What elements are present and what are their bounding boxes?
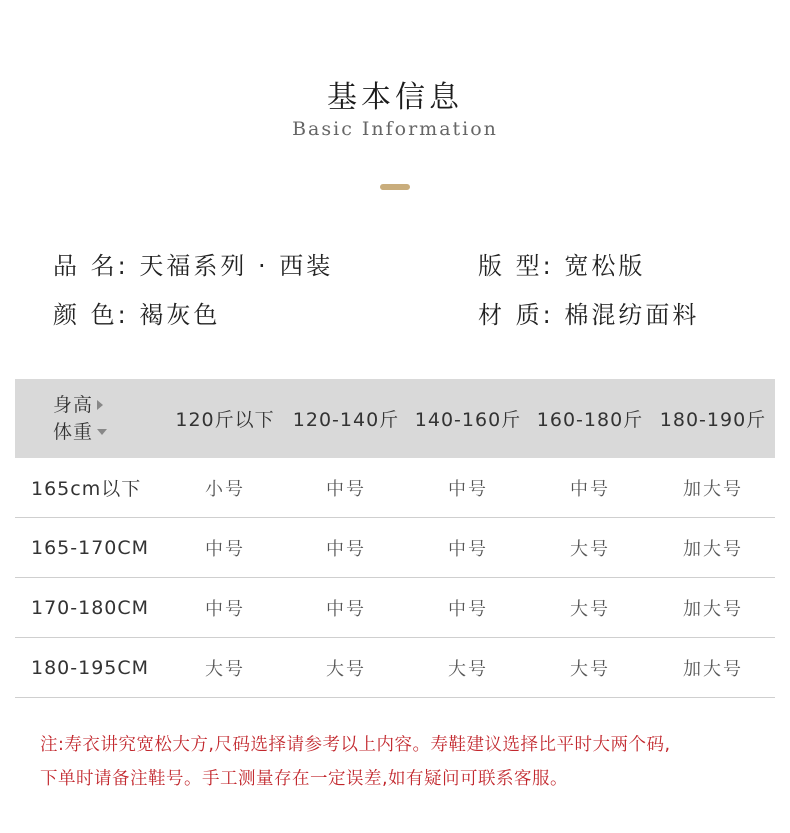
row-height-label: 165cm以下 — [15, 458, 165, 518]
size-cell: 加大号 — [651, 578, 775, 638]
info-color-key: 颜 色: — [53, 301, 129, 329]
row-height-label: 180-195CM — [15, 638, 165, 698]
size-cell: 大号 — [165, 638, 285, 698]
column-header: 140-160斤 — [407, 379, 529, 458]
sizing-note-line-1: 注:寿衣讲究宽松大方,尺码选择请参考以上内容。寿鞋建议选择比平时大两个码, — [40, 735, 671, 755]
info-fit-value: 宽松版 — [564, 252, 646, 280]
size-cell: 中号 — [529, 458, 651, 518]
info-color-value: 褐灰色 — [139, 301, 221, 329]
info-fit — [478, 246, 645, 281]
column-header: 180-190斤 — [651, 379, 775, 458]
size-cell: 小号 — [165, 458, 285, 518]
size-cell: 加大号 — [651, 638, 775, 698]
size-cell: 大号 — [285, 638, 407, 698]
info-material-key: 材 质: — [478, 301, 554, 329]
size-cell: 中号 — [285, 458, 407, 518]
size-cell: 中号 — [407, 578, 529, 638]
info-material-value: 棉混纺面料 — [564, 301, 700, 329]
table-row — [15, 458, 775, 518]
info-fit-key: 版 型: — [478, 252, 554, 280]
size-cell: 中号 — [165, 518, 285, 578]
row-height-label: 170-180CM — [15, 578, 165, 638]
column-header: 120-140斤 — [285, 379, 407, 458]
info-material — [478, 295, 699, 330]
sizing-note — [40, 728, 760, 796]
column-header: 120斤以下 — [165, 379, 285, 458]
section-subtitle: Basic Information — [292, 118, 498, 140]
size-cell: 中号 — [407, 518, 529, 578]
caret-down-icon — [97, 429, 107, 435]
section-title: 基本信息 — [327, 80, 463, 115]
caret-right-icon — [97, 400, 103, 410]
info-product-name-value: 天福系列 · 西装 — [139, 252, 334, 280]
info-product-name — [53, 246, 333, 281]
table-row — [15, 638, 775, 698]
corner-weight-label: 体重 — [53, 420, 94, 443]
size-cell: 中号 — [285, 578, 407, 638]
size-cell: 加大号 — [651, 458, 775, 518]
sizing-note-line-2: 下单时请备注鞋号。手工测量存在一定误差,如有疑问可联系客服。 — [40, 769, 569, 789]
size-table-corner — [15, 379, 165, 458]
info-product-name-key: 品 名: — [53, 252, 129, 280]
size-cell: 大号 — [407, 638, 529, 698]
row-height-label: 165-170CM — [15, 518, 165, 578]
corner-height-label: 身高 — [53, 393, 94, 416]
size-cell: 中号 — [285, 518, 407, 578]
size-cell: 中号 — [407, 458, 529, 518]
size-table-header — [15, 379, 775, 458]
title-divider — [380, 184, 410, 190]
size-cell: 加大号 — [651, 518, 775, 578]
size-cell: 大号 — [529, 518, 651, 578]
column-header: 160-180斤 — [529, 379, 651, 458]
table-row — [15, 578, 775, 638]
size-cell: 中号 — [165, 578, 285, 638]
size-cell: 大号 — [529, 638, 651, 698]
table-row — [15, 518, 775, 578]
info-color — [53, 295, 220, 330]
size-table — [15, 379, 775, 698]
size-cell: 大号 — [529, 578, 651, 638]
